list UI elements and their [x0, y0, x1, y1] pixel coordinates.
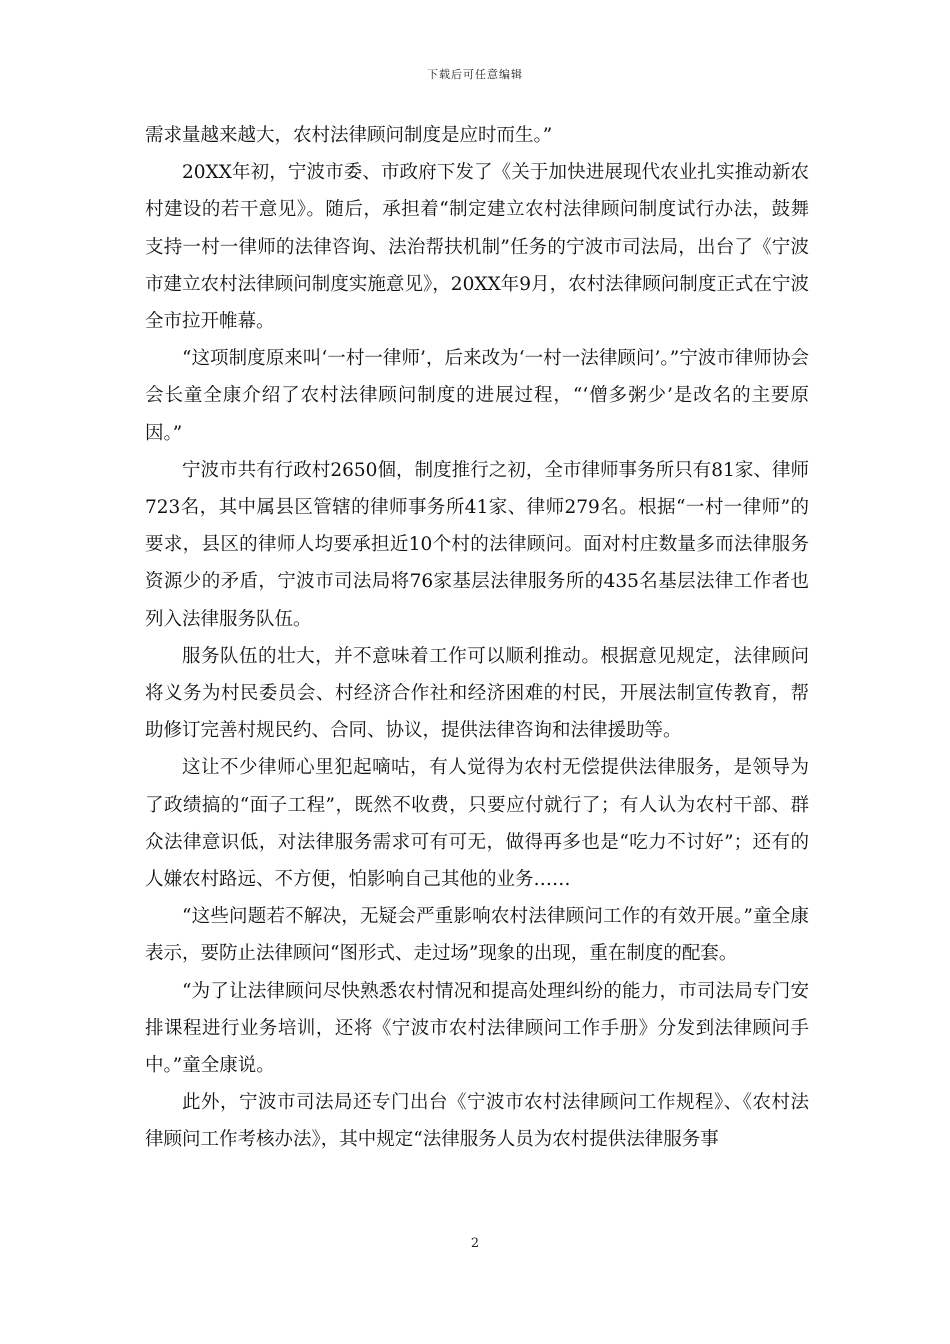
- paragraph: 服务队伍的壮大，并不意味着工作可以顺利推动。根据意见规定，法律顾问将义务为村民委员会、村经济合作社和经济困难的村民，开展法制宣传教育，帮助修订完善村规民约、合同、协议，提供法律咨询和法律援助等。: [145, 645, 809, 742]
- paragraph: “这项制度原来叫‘一村一律师’，后来改为‘一村一法律顾问’。”宁波市律师协会会长童全康介绍了农村法律顾问制度的进展过程，“‘僧多粥少’是改名的主要原因。”: [145, 348, 809, 444]
- page-number: 2: [470, 1236, 480, 1251]
- paragraph: 此外，宁波市司法局还专门出台《宁波市农村法律顾问工作规程》、《农村法律顾问工作考核办法》，其中规定“法律服务人员为农村提供法律服务事: [145, 1092, 809, 1151]
- paragraph: 20XX年初，宁波市委、市政府下发了《关于加快进展现代农业扎实推动新农村建设的若干意见》。随后，承担着“制定建立农村法律顾问制度试行办法，鼓舞支持一村一律师的法律咨询、法治帮扶机制”任务的宁波市司法局，出台了《宁波市建立农村法律顾问制度实施意见》，20XX年9月，农村法律顾问制度正式在宁波全市拉开帷幕。: [145, 162, 809, 333]
- page-header-note: 下载后可任意编辑: [427, 68, 523, 81]
- paragraph-continuation: 需求量越来越大，农村法律顾问制度是应时而生。”: [145, 125, 553, 146]
- paragraph: “这些问题若不解决，无疑会严重影响农村法律顾问工作的有效开展。”童全康表示，要防止法律顾问“图形式、走过场”现象的出现，重在制度的配套。: [145, 906, 809, 965]
- document-body: [145, 117, 809, 1159]
- paragraph: 宁波市共有行政村2650個，制度推行之初，全市律师事务所只有81家、律师723名，其中属县区管辖的律师事务所41家、律师279名。根据“一村一律师”的要求，县区的律师人均要承担近10个村的法律顾问。面对村庄数量多而法律服务资源少的矛盾，宁波市司法局将76家基层法律服务所的435名基层法律工作者也列入法律服务队伍。: [145, 459, 809, 630]
- paragraph: “为了让法律顾问尽快熟悉农村情况和提高处理纠纷的能力，市司法局专门安排课程进行业务培训，还将《宁波市农村法律顾问工作手册》分发到法律顾问手中。”童全康说。: [145, 980, 809, 1077]
- paragraph: 这让不少律师心里犯起嘀咕，有人觉得为农村无偿提供法律服务，是领导为了政绩搞的“面子工程”，既然不收费，只要应付就行了；有人认为农村干部、群众法律意识低，对法律服务需求可有可无，做得再多也是“吃力不讨好”；还有的人嫌农村路远、不方便，怕影响自己其他的业务……: [145, 757, 809, 891]
